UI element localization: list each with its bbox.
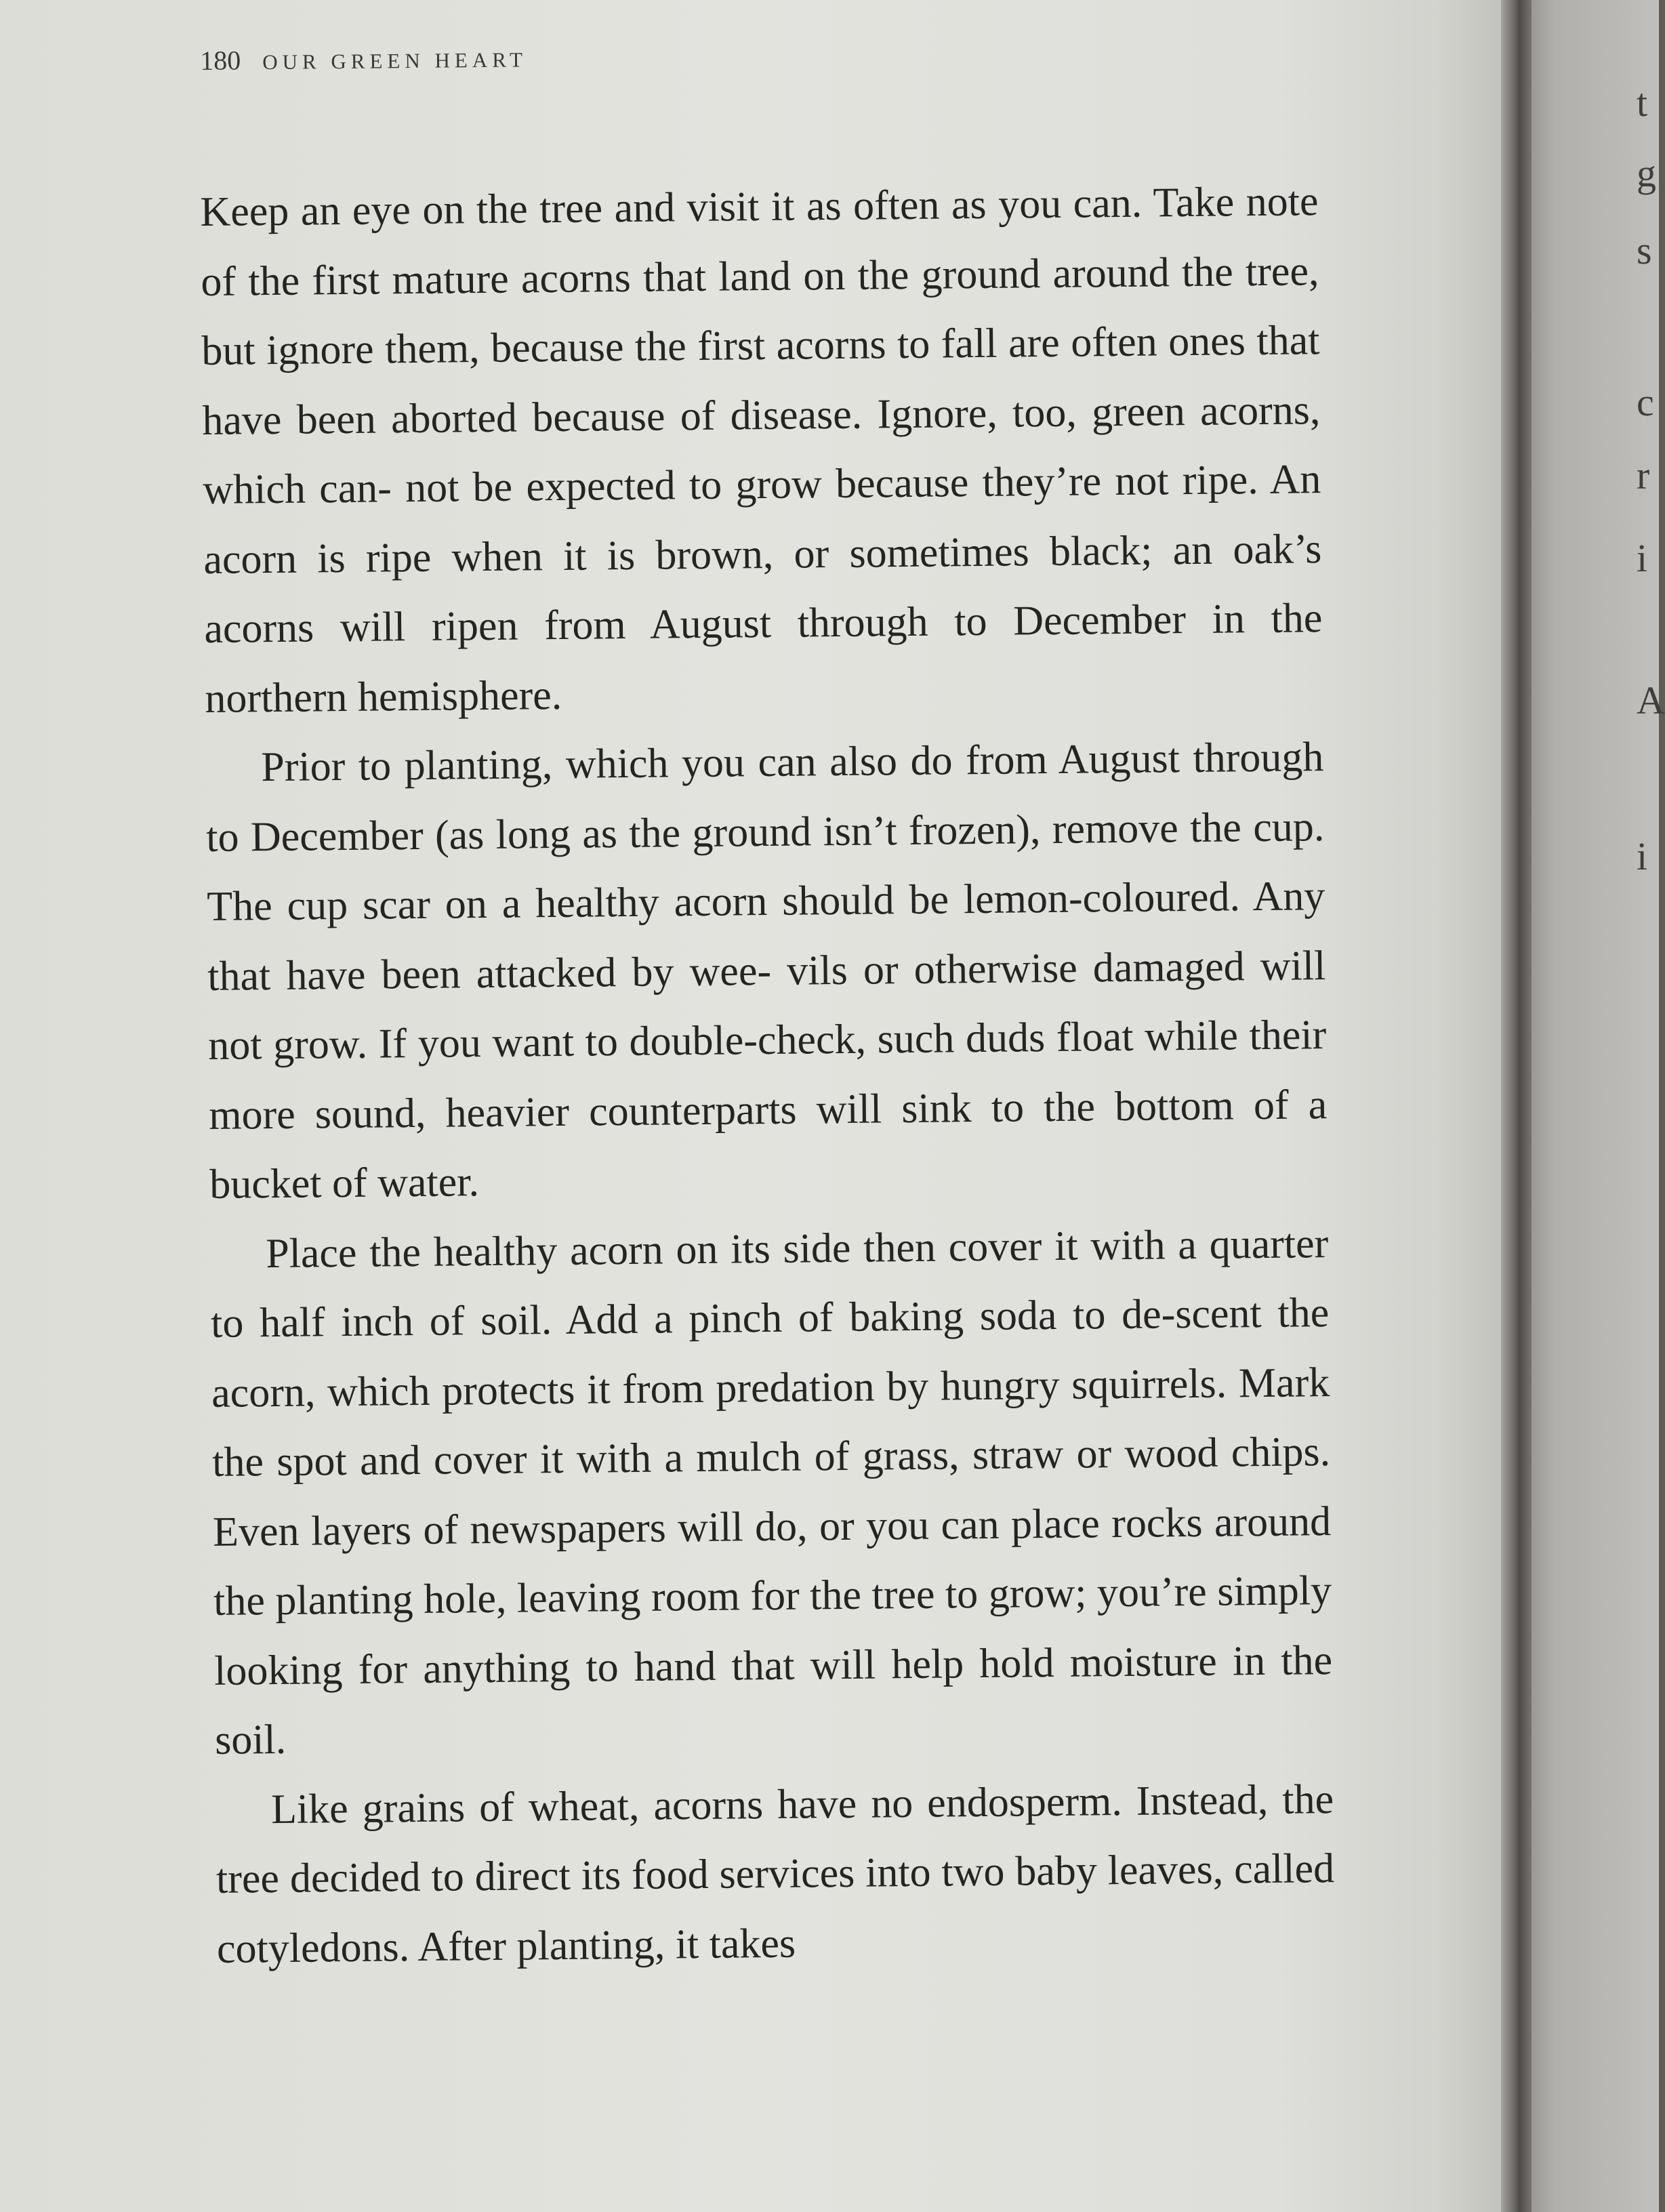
paragraph-2: Prior to planting, which you can also do from August through to December (as long as the ground isn’t frozen), remove the cup. The cup scar on a healthy acorn should be lemon-coloured. Any that have been attacked by wee- vils or otherwise damaged will not grow. If you want to double-check, such duds float while their more sound, heavier counterparts will sink to the bottom of a bucket of water. xyxy=(206,734,1328,1208)
facing-page-letter: r xyxy=(1637,453,1650,497)
book-title: OUR GREEN HEART xyxy=(262,47,528,75)
facing-page-letter: t xyxy=(1637,81,1648,125)
facing-page-letter: s xyxy=(1637,228,1652,272)
paragraph-1: Keep an eye on the tree and visit it as often as you can. Take note of the first mature acorns that land on the ground around the tree, but ignore them, because the first acorns to fall are often ones that have been aborted because of disease. Ignore, too, green acorns, which can- not be expected to grow because they’re not ripe. An acorn is ripe when it is brown, or sometimes black; an oak’s acorns will ripen from August through to December in the northern hemisphere. xyxy=(200,178,1323,722)
facing-page-letter: A xyxy=(1637,678,1665,722)
body-text xyxy=(200,167,1336,1984)
book-gutter xyxy=(1501,0,1532,2212)
running-head xyxy=(200,41,527,77)
facing-page-letter: c xyxy=(1637,380,1654,424)
facing-page-letter: g xyxy=(1637,151,1656,195)
facing-page-edge xyxy=(1532,0,1659,2212)
page-number: 180 xyxy=(200,45,241,76)
facing-page-letter: i xyxy=(1637,834,1648,878)
paragraph-3: Place the healthy acorn on its side then cover it with a quarter to half inch of soil. Add a pinch of baking soda to de-scent the acorn, which protects it from predation by hungry squirrels. Mark the spot and cover it with a mulch of grass, straw or wood chips. Even layers of newspapers will do, or you can place rocks around the planting hole, leaving room for the tree to grow; you’re simply looking for anything to hand that will help hold moisture in the soil. xyxy=(210,1220,1333,1763)
paragraph-4: Like grains of wheat, acorns have no endosperm. Instead, the tree decided to direct its food services into two baby leaves, called cotyledons. After planting, it takes xyxy=(215,1776,1335,1972)
facing-page-letter: i xyxy=(1637,536,1648,580)
